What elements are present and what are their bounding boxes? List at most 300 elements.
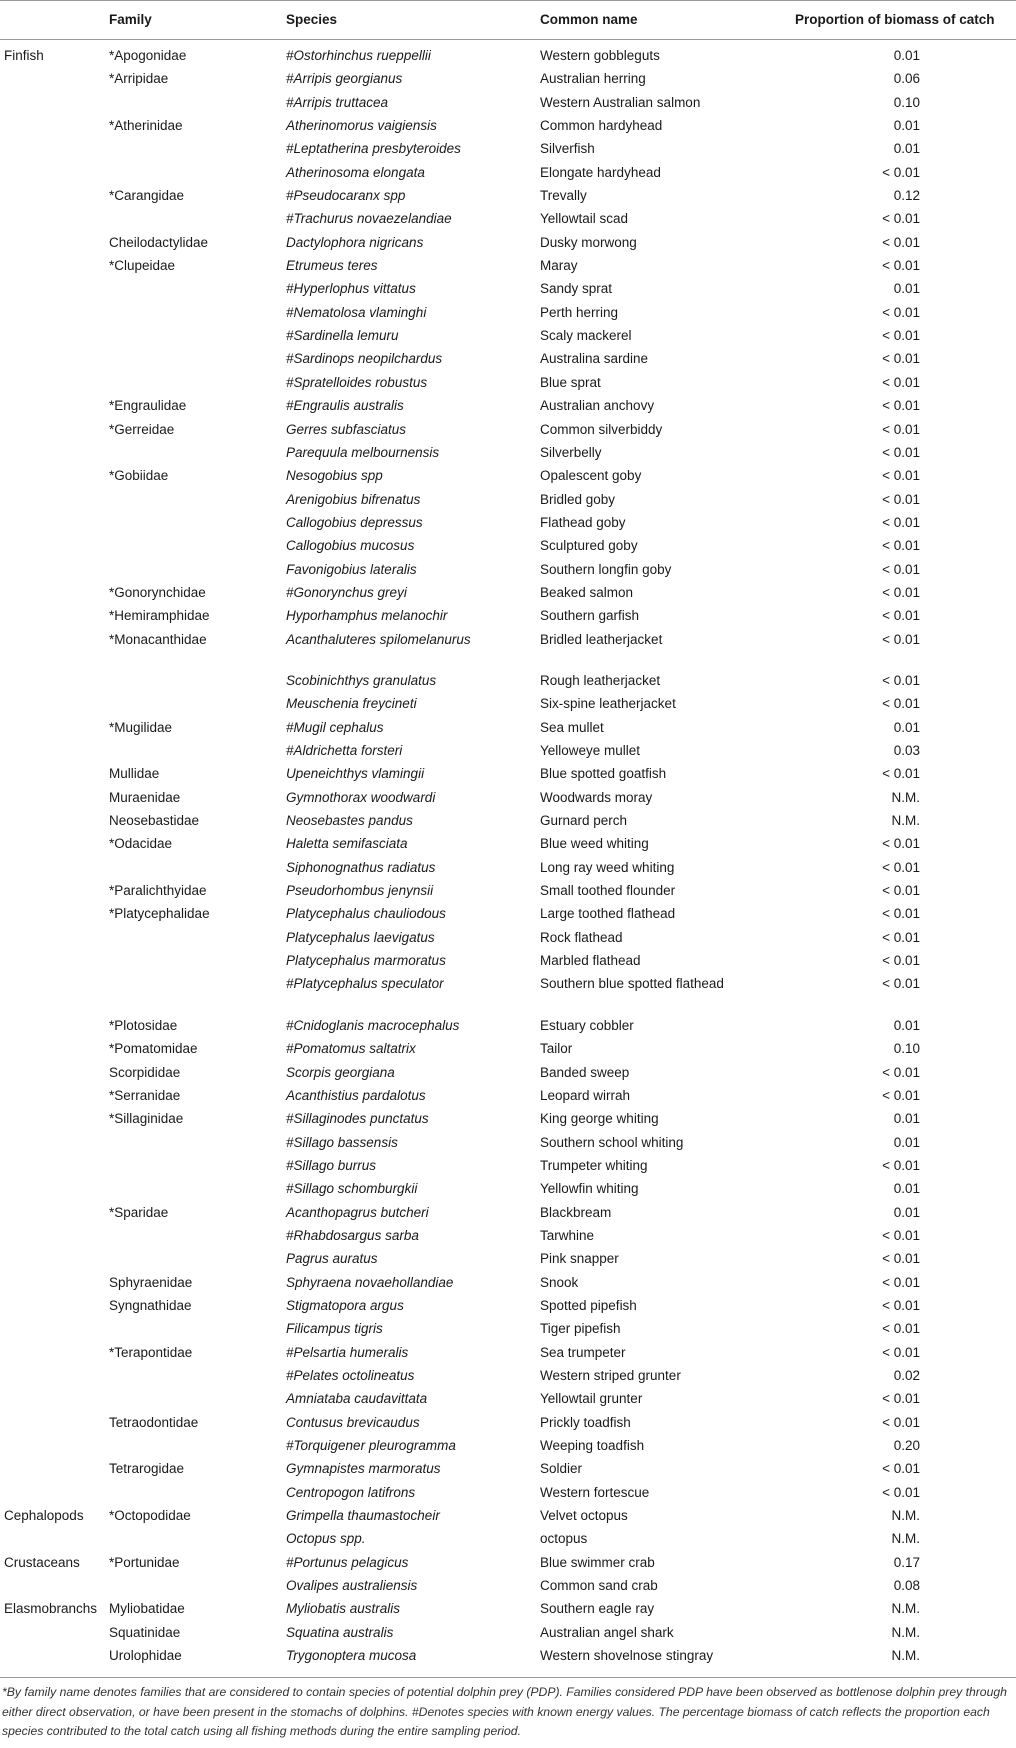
common-name-cell: Silverfish [540,141,595,157]
proportion-cell: < 0.01 [882,351,920,367]
proportion-cell: N.M. [891,789,920,805]
table-row [0,1080,1016,1103]
table-row [0,665,1016,688]
common-name-cell: Silverbelly [540,444,602,460]
common-name-cell: octopus [540,1531,588,1547]
family-cell: *Carangidae [109,188,185,204]
family-cell: Mullidae [109,766,160,782]
proportion-cell: < 0.01 [882,672,920,688]
common-name-cell: Sea trumpeter [540,1344,626,1360]
table-row [0,367,1016,390]
common-name-cell: Six-spine leatherjacket [540,696,676,712]
proportion-cell: < 0.01 [882,584,920,600]
species-cell: Upeneichthys vlamingii [286,766,425,782]
species-cell: #Ostorhinchus rueppellii [286,48,431,63]
proportion-cell: < 0.01 [882,1391,920,1407]
species-cell: Hyporhamphus melanochir [286,608,448,624]
family-cell: *Serranidae [109,1087,181,1103]
family-cell: *Plotosidae [109,1017,178,1033]
species-cell: #Leptatherina presbyteroides [286,141,461,157]
proportion-cell: 0.01 [893,281,920,297]
species-cell: Siphonognathus radiatus [286,859,436,875]
table-row [0,63,1016,86]
proportion-cell: < 0.01 [882,491,920,507]
family-cell: *Atherinidae [109,118,183,134]
proportion-cell: 0.17 [893,1554,920,1570]
species-cell: #Aldrichetta forsteri [286,743,403,759]
common-name-cell: Perth herring [540,304,619,320]
proportion-cell: < 0.01 [882,1321,920,1337]
table-row [0,227,1016,250]
header-family: Family [109,12,152,27]
common-name-cell: Blue spotted goatfish [540,766,667,782]
family-cell: *Gerreidae [109,421,175,437]
proportion-cell: 0.02 [893,1368,920,1383]
species-cell: Etrumeus teres [286,258,378,274]
species-cell: #Sillaginodes punctatus [286,1111,429,1127]
table-row [0,460,1016,483]
proportion-cell: < 0.01 [882,444,920,460]
common-name-cell: Common sand crab [540,1578,658,1594]
proportion-cell: < 0.01 [882,421,920,437]
species-cell: Trygonoptera mucosa [286,1648,417,1664]
table-row [0,968,1016,1009]
family-cell: Syngnathidae [109,1297,192,1313]
proportion-cell: 0.01 [893,719,920,735]
header-proportion: Proportion of biomass of catch [795,12,995,27]
proportion-cell: < 0.01 [882,953,920,969]
proportion-cell: N.M. [891,813,920,829]
table-row [0,343,1016,366]
species-cell: Scobinichthys granulatus [286,672,437,688]
common-name-cell: Australian angel shark [540,1624,674,1640]
proportion-cell: < 0.01 [882,1157,920,1173]
proportion-cell: 0.01 [893,141,920,157]
common-name-cell: Yellowtail scad [540,211,629,227]
table-row [0,1570,1016,1593]
species-cell: #Arripis georgianus [286,71,403,87]
species-cell: #Platycephalus speculator [286,976,444,992]
species-cell: Parequula melbournensis [286,444,440,460]
common-name-cell: Bridled goby [540,491,616,507]
group-cell: Finfish [4,48,44,63]
table-row [0,484,1016,507]
species-cell: Squatina australis [286,1624,394,1640]
table-row [0,1173,1016,1196]
common-name-cell: Australian herring [540,71,646,87]
proportion-cell: < 0.01 [882,631,920,647]
species-cell: Pagrus auratus [286,1251,378,1267]
common-name-cell: Australina sardine [540,351,649,367]
family-cell: *Engraulidae [109,398,187,414]
common-name-cell: Western striped grunter [540,1368,681,1383]
species-cell: Contusus brevicaudus [286,1414,420,1430]
species-cell: Centropogon latifrons [286,1484,416,1500]
species-cell: #Sillago bassensis [286,1134,398,1150]
species-cell: Nesogobius spp [286,468,383,484]
table-row [0,180,1016,203]
table-row [0,1337,1016,1360]
common-name-cell: Snook [540,1274,579,1290]
proportion-cell: < 0.01 [882,883,920,899]
table-row [0,1243,1016,1266]
table-row [0,1057,1016,1080]
table-row [0,898,1016,921]
family-cell: *Terapontidae [109,1344,193,1360]
proportion-cell: < 0.01 [882,1087,920,1103]
species-cell: Haletta semifasciata [286,836,408,852]
table-row [0,157,1016,180]
common-name-cell: Southern garfish [540,608,640,624]
species-cell: #Nematolosa vlaminghi [286,304,427,320]
proportion-cell: < 0.01 [882,1414,920,1430]
proportion-cell: 0.01 [893,118,920,134]
table-row [0,1197,1016,1220]
table-body [0,40,1016,1663]
proportion-cell: N.M. [891,1531,920,1547]
proportion-cell: < 0.01 [882,538,920,554]
header-common-name: Common name [540,12,638,27]
proportion-cell: 0.01 [893,1204,920,1220]
proportion-cell: < 0.01 [882,304,920,320]
species-cell: #Pelsartia humeralis [286,1344,409,1360]
proportion-cell: < 0.01 [882,211,920,227]
proportion-cell: < 0.01 [882,1251,920,1267]
species-cell: Dactylophora nigricans [286,234,424,250]
table-row [0,828,1016,851]
common-name-cell: Spotted pipefish [540,1297,637,1313]
proportion-cell: < 0.01 [882,906,920,922]
species-cell: #Cnidoglanis macrocephalus [286,1017,460,1033]
proportion-cell: < 0.01 [882,836,920,852]
common-name-cell: Marbled flathead [540,953,641,969]
proportion-cell: < 0.01 [882,1227,920,1243]
common-name-cell: Small toothed flounder [540,883,676,899]
family-cell: Scorpididae [109,1064,181,1080]
common-name-cell: Blue weed whiting [540,836,649,852]
family-cell: *Odacidae [109,836,173,852]
species-cell: Octopus spp. [286,1531,366,1547]
common-name-cell: Pink snapper [540,1251,619,1267]
proportion-cell: 0.01 [893,1111,920,1127]
species-cell: Platycephalus laevigatus [286,929,435,945]
common-name-cell: Elongate hardyhead [540,164,661,180]
common-name-cell: Tarwhine [540,1227,595,1243]
family-cell: *Portunidae [109,1554,180,1570]
common-name-cell: Southern blue spotted flathead [540,976,724,992]
species-cell: Sphyraena novaehollandiae [286,1274,454,1290]
common-name-cell: Blue sprat [540,374,601,390]
species-cell: #Pseudocaranx spp [286,188,406,204]
family-cell: *Monacanthidae [109,631,207,647]
species-cell: Acanthistius pardalotus [286,1087,426,1103]
species-cell: #Torquigener pleurogramma [286,1438,456,1454]
table-row [0,1220,1016,1243]
table-row [0,1477,1016,1500]
common-name-cell: Trevally [540,188,587,204]
proportion-cell: < 0.01 [882,976,920,992]
table-row [0,1313,1016,1336]
table-row [0,1290,1016,1313]
table-row [0,1523,1016,1546]
proportion-cell: < 0.01 [882,859,920,875]
common-name-cell: Western shovelnose stingray [540,1648,714,1664]
species-cell: #Sillago schomburgkii [286,1181,418,1197]
family-cell: Squatinidae [109,1624,181,1640]
header-species: Species [286,12,338,27]
family-cell: *Apogonidae [109,48,187,63]
table-row [0,945,1016,968]
proportion-cell: < 0.01 [882,234,920,250]
common-name-cell: Leopard wirrah [540,1087,631,1103]
common-name-cell: King george whiting [540,1111,659,1127]
species-cell: Callogobius depressus [286,514,423,530]
species-cell: Scorpis georgiana [286,1064,395,1080]
table-row [0,1010,1016,1033]
proportion-cell: < 0.01 [882,258,920,274]
proportion-cell: N.M. [891,1648,920,1664]
species-cell: Favonigobius lateralis [286,561,417,577]
table-row [0,805,1016,828]
common-name-cell: Sea mullet [540,719,604,735]
proportion-cell: < 0.01 [882,1064,920,1080]
common-name-cell: Dusky morwong [540,234,637,250]
family-cell: *Octopodidae [109,1508,191,1524]
common-name-cell: Woodwards moray [540,789,653,805]
family-cell: *Platycephalidae [109,906,210,922]
common-name-cell: Western Australian salmon [540,94,701,110]
species-cell: #Portunus pelagicus [286,1554,409,1570]
table-row [0,554,1016,577]
table-row [0,1430,1016,1453]
species-cell: Myliobatis australis [286,1601,401,1617]
family-cell: *Mugilidae [109,719,173,735]
table-row [0,624,1016,665]
table-row [0,758,1016,781]
proportion-cell: < 0.01 [882,696,920,712]
common-name-cell: Opalescent goby [540,468,642,484]
common-name-cell: Estuary cobbler [540,1017,634,1033]
species-cell: Arenigobius bifrenatus [286,491,421,507]
family-cell: Sphyraenidae [109,1274,193,1290]
proportion-cell: < 0.01 [882,374,920,390]
species-cell: #Engraulis australis [286,398,404,414]
species-cell: Acanthaluteres spilomelanurus [286,631,471,647]
proportion-cell: < 0.01 [882,1297,920,1313]
common-name-cell: Yellowtail grunter [540,1391,643,1407]
table-row [0,577,1016,600]
species-cell: Grimpella thaumastocheir [286,1508,440,1524]
species-cell: #Hyperlophus vittatus [286,281,416,297]
table-row [0,735,1016,758]
proportion-cell: < 0.01 [882,328,920,344]
table-row [0,1453,1016,1476]
family-cell: *Gonorynchidae [109,584,206,600]
proportion-cell: < 0.01 [882,164,920,180]
family-cell: *Sillaginidae [109,1111,184,1127]
table-row [0,922,1016,945]
proportion-cell: < 0.01 [882,398,920,414]
proportion-cell: N.M. [891,1624,920,1640]
common-name-cell: Tiger pipefish [540,1321,621,1337]
common-name-cell: Common hardyhead [540,118,663,134]
proportion-cell: < 0.01 [882,514,920,530]
common-name-cell: Blackbream [540,1204,612,1220]
group-cell: Elasmobranchs [4,1601,98,1617]
family-cell: Cheilodactylidae [109,234,209,250]
species-cell: Neosebastes pandus [286,813,413,829]
species-cell: Atherinosoma elongata [286,164,425,180]
species-cell: #Mugil cephalus [286,719,384,735]
proportion-cell: 0.06 [893,71,920,87]
species-cell: Pseudorhombus jenynsii [286,883,434,899]
proportion-cell: < 0.01 [882,468,920,484]
species-cell: #Arripis truttacea [286,94,389,110]
family-cell: Muraenidae [109,789,181,805]
table-row [0,273,1016,296]
species-cell: Gymnapistes marmoratus [286,1461,441,1477]
common-name-cell: Rock flathead [540,929,623,945]
table-row [0,507,1016,530]
family-cell: *Clupeidae [109,258,176,274]
common-name-cell: Sandy sprat [540,281,613,297]
common-name-cell: Flathead goby [540,514,626,530]
table-row [0,1150,1016,1173]
group-cell: Cephalopods [4,1508,84,1524]
family-cell: *Gobiidae [109,468,169,484]
common-name-cell: Velvet octopus [540,1508,628,1524]
proportion-cell: 0.01 [893,1017,920,1033]
common-name-cell: Long ray weed whiting [540,859,675,875]
species-cell: Ovalipes australiensis [286,1578,418,1594]
proportion-cell: < 0.01 [882,1344,920,1360]
species-cell: Platycephalus marmoratus [286,953,446,969]
table-row [0,87,1016,110]
family-cell: *Pomatomidae [109,1041,198,1057]
table-row [0,1103,1016,1126]
family-cell: Tetraodontidae [109,1414,199,1430]
species-cell: #Spratelloides robustus [286,374,428,390]
table-row [0,782,1016,805]
common-name-cell: Blue swimmer crab [540,1554,655,1570]
table-row [0,320,1016,343]
common-name-cell: Weeping toadfish [540,1438,645,1454]
table-row [0,600,1016,623]
common-name-cell: Prickly toadfish [540,1414,631,1430]
common-name-cell: Western fortescue [540,1484,650,1500]
family-cell: *Paralichthyidae [109,883,207,899]
table-row [0,1360,1016,1383]
proportion-cell: < 0.01 [882,1484,920,1500]
table-row [0,250,1016,273]
table-row [0,437,1016,460]
proportion-cell: 0.08 [893,1578,920,1594]
species-cell: Gymnothorax woodwardi [286,789,436,805]
proportion-cell: 0.10 [893,94,920,110]
common-name-cell: Common silverbiddy [540,421,663,437]
common-name-cell: Southern longfin goby [540,561,672,577]
table-row [0,203,1016,226]
group-cell: Crustaceans [4,1554,80,1570]
proportion-cell: 0.01 [893,1134,920,1150]
species-cell: Filicampus tigris [286,1321,383,1337]
table-row [0,133,1016,156]
common-name-cell: Western gobbleguts [540,48,660,63]
family-cell: Myliobatidae [109,1601,185,1617]
proportion-cell: 0.01 [893,48,920,63]
proportion-cell: 0.12 [893,188,920,204]
common-name-cell: Scaly mackerel [540,328,632,344]
species-cell: #Sardinella lemuru [286,328,399,344]
table-row [0,688,1016,711]
species-cell: Atherinomorus vaigiensis [286,118,437,134]
common-name-cell: Gurnard perch [540,813,628,829]
common-name-cell: Trumpeter whiting [540,1157,648,1173]
table-row [0,1593,1016,1616]
table-row [0,1617,1016,1640]
species-cell: #Trachurus novaezelandiae [286,211,452,227]
proportion-cell: N.M. [891,1508,920,1524]
species-cell: #Gonorynchus greyi [286,584,407,600]
species-cell: Acanthopagrus butcheri [286,1204,429,1220]
family-cell: *Sparidae [109,1204,169,1220]
table-row [0,875,1016,898]
table-footnote: *By family name denotes families that are considered to contain species of potential dolphin prey (PDP). Families considered PDP have been observed as bottlenose dolphin prey through either direct observation, or have been present in the stomachs of dolphins. #Denotes species with known energy values. The percentage biomass of catch reflects the proportion each species contributed to the total catch using all fishing methods during the entire sampling period. [2,1685,1007,1738]
species-cell: Amniataba caudavittata [286,1391,428,1407]
table-row [0,1500,1016,1523]
common-name-cell: Banded sweep [540,1064,630,1080]
common-name-cell: Rough leatherjacket [540,672,661,688]
table-header [0,0,1016,40]
table-row [0,852,1016,875]
proportion-cell: < 0.01 [882,1461,920,1477]
family-cell: Tetrarogidae [109,1461,185,1477]
species-cell: #Rhabdosargus sarba [286,1227,419,1243]
species-cell: #Sardinops neopilchardus [286,351,443,367]
table-row [0,1383,1016,1406]
common-name-cell: Southern eagle ray [540,1601,655,1617]
proportion-cell: < 0.01 [882,1274,920,1290]
common-name-cell: Sculptured goby [540,538,638,554]
species-cell: #Pelates octolineatus [286,1368,415,1383]
proportion-cell: 0.10 [893,1041,920,1057]
table-row [0,40,1016,63]
common-name-cell: Yelloweye mullet [540,743,641,759]
species-cell: Meuschenia freycineti [286,696,417,712]
table-row [0,712,1016,735]
common-name-cell: Beaked salmon [540,584,634,600]
proportion-cell: < 0.01 [882,608,920,624]
family-cell: Urolophidae [109,1648,182,1664]
table-row [0,1267,1016,1290]
family-cell: *Hemiramphidae [109,608,210,624]
proportion-cell: 0.01 [893,1181,920,1197]
species-cell: #Sillago burrus [286,1157,377,1173]
species-cell: #Pomatomus saltatrix [286,1041,416,1057]
table-row [0,530,1016,553]
species-cell: Callogobius mucosus [286,538,415,554]
common-name-cell: Southern school whiting [540,1134,684,1150]
table-row [0,1127,1016,1150]
table-row [0,297,1016,320]
table-row [0,1033,1016,1056]
table-row [0,414,1016,437]
proportion-cell: < 0.01 [882,561,920,577]
proportion-cell: 0.03 [893,743,920,759]
common-name-cell: Maray [540,258,578,274]
table-row [0,110,1016,133]
proportion-cell: N.M. [891,1601,920,1617]
